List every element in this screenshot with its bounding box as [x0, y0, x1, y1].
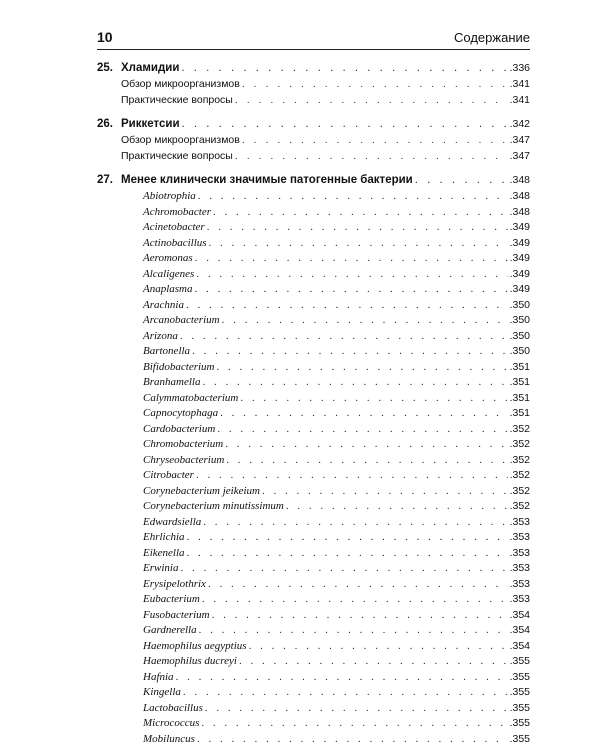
- organism-entry[interactable]: [97, 189, 530, 205]
- organism-entry[interactable]: [97, 639, 530, 655]
- page-ref: .351: [509, 391, 530, 404]
- organism-entry[interactable]: [97, 453, 530, 469]
- organism-entry[interactable]: [97, 282, 530, 298]
- organism-entry[interactable]: [97, 701, 530, 717]
- section-title: Обзор микроорганизмов: [121, 134, 240, 146]
- page-ref: .350: [509, 314, 530, 326]
- organism-name: Aeromonas: [143, 252, 193, 264]
- dot-leader: [242, 77, 508, 93]
- dot-leader: [213, 205, 508, 221]
- organism-entry[interactable]: [97, 623, 530, 639]
- organism-entry[interactable]: [97, 484, 530, 500]
- section-title: Практические вопросы: [121, 149, 233, 162]
- dot-leader: [180, 329, 508, 345]
- page-ref: .349: [509, 252, 530, 264]
- chapter-entry[interactable]: [97, 60, 530, 77]
- organism-entry[interactable]: [97, 422, 530, 438]
- chapter-title: Риккетсии: [121, 118, 180, 130]
- page-ref: .353: [509, 515, 530, 528]
- dot-leader: [187, 546, 508, 562]
- page-ref: .349: [509, 236, 530, 249]
- dot-leader: [195, 282, 508, 298]
- organism-entry[interactable]: [97, 236, 530, 252]
- organism-name: Erysipelothrix: [143, 577, 206, 590]
- organism-name: Eubacterium: [143, 593, 200, 605]
- dot-leader: [176, 670, 508, 686]
- dot-leader: [240, 391, 507, 407]
- organism-entry[interactable]: [97, 654, 530, 670]
- organism-name: Acinetobacter: [143, 221, 205, 233]
- section-entry[interactable]: [97, 93, 530, 109]
- dot-leader: [220, 406, 507, 422]
- organism-name: Ehrlichia: [143, 531, 185, 543]
- dot-leader: [249, 639, 508, 655]
- chapter-entry[interactable]: [97, 172, 530, 189]
- dot-leader: [415, 172, 508, 189]
- organism-name: Branhamella: [143, 376, 201, 388]
- organism-entry[interactable]: [97, 329, 530, 345]
- organism-name: Haemophilus aegyptius: [143, 639, 247, 652]
- organism-name: Hafnia: [143, 670, 174, 683]
- organism-entry[interactable]: [97, 499, 530, 515]
- dot-leader: [222, 313, 508, 329]
- dot-leader: [286, 499, 508, 515]
- dot-leader: [192, 344, 508, 360]
- chapter-title: Менее клинически значимые патогенные бактерии: [121, 174, 413, 186]
- running-title: Содержание: [454, 30, 530, 45]
- organism-entry[interactable]: [97, 360, 530, 376]
- organism-name: Haemophilus ducreyi: [143, 655, 237, 667]
- organism-entry[interactable]: [97, 530, 530, 546]
- organism-name: Capnocytophaga: [143, 407, 219, 419]
- organism-entry[interactable]: [97, 220, 530, 236]
- section-title: Практические вопросы: [121, 93, 233, 106]
- organism-entry[interactable]: [97, 313, 530, 329]
- dot-leader: [205, 701, 508, 717]
- page-ref: .350: [509, 329, 530, 342]
- organism-name: Chromobacterium: [143, 438, 224, 450]
- organism-entry[interactable]: [97, 468, 530, 484]
- organism-name: Lactobacillus: [143, 701, 203, 714]
- page-ref: .355: [509, 732, 530, 745]
- page-ref: .341: [509, 93, 530, 106]
- dot-leader: [186, 298, 508, 314]
- organism-name: Erwinia: [143, 562, 179, 574]
- page-ref: .353: [509, 562, 530, 574]
- dot-leader: [199, 623, 508, 639]
- dot-leader: [187, 530, 508, 546]
- dot-leader: [203, 515, 507, 531]
- dot-leader: [242, 133, 508, 149]
- chapter-number: 27.: [97, 174, 113, 186]
- page-ref: .347: [509, 149, 530, 162]
- page-header: [97, 27, 530, 50]
- organism-name: Arcanobacterium: [143, 314, 220, 326]
- organism-entry[interactable]: [97, 592, 530, 608]
- table-of-contents: [97, 60, 530, 755]
- organism-entry[interactable]: [97, 608, 530, 624]
- dot-leader: [217, 360, 508, 376]
- organism-name: Fusobacterium: [143, 608, 210, 621]
- page-ref: .341: [509, 78, 530, 90]
- dot-leader: [202, 375, 507, 391]
- dot-leader: [180, 561, 507, 577]
- section-title: Обзор микроорганизмов: [121, 78, 240, 90]
- page-ref: .354: [509, 639, 530, 652]
- page-ref: .355: [509, 717, 530, 729]
- organism-entry[interactable]: [97, 716, 530, 732]
- page-number: 10: [97, 29, 113, 45]
- page-ref: .349: [509, 221, 530, 233]
- page-ref: .355: [509, 655, 530, 667]
- dot-leader: [212, 608, 508, 624]
- chapter-block: [97, 116, 530, 164]
- organism-entry[interactable]: [97, 375, 530, 391]
- organism-entry[interactable]: [97, 437, 530, 453]
- dot-leader: [235, 93, 508, 109]
- page-ref: .352: [509, 469, 530, 481]
- organism-entry[interactable]: [97, 577, 530, 593]
- organism-name: Corynebacterium jeikeium: [143, 484, 260, 497]
- dot-leader: [196, 267, 507, 283]
- page-ref: .349: [509, 267, 530, 280]
- chapter-entry[interactable]: [97, 116, 530, 133]
- dot-leader: [181, 60, 507, 77]
- organism-entry[interactable]: [97, 732, 530, 748]
- page-ref: .353: [509, 593, 530, 605]
- organism-name: Anaplasma: [143, 283, 193, 295]
- organism-entry[interactable]: [97, 251, 530, 267]
- page-ref: .353: [509, 577, 530, 590]
- organism-entry[interactable]: [97, 298, 530, 314]
- dot-leader: [208, 577, 508, 593]
- chapter-title: Хламидии: [121, 62, 180, 74]
- page-ref: .350: [509, 345, 530, 357]
- page-ref: .348: [509, 205, 530, 218]
- section-entry[interactable]: [97, 149, 530, 165]
- dot-leader: [182, 116, 508, 133]
- organism-entry[interactable]: [97, 267, 530, 283]
- dot-leader: [207, 220, 508, 236]
- organism-entry[interactable]: [97, 406, 530, 422]
- page-ref: .352: [509, 484, 530, 497]
- page-ref: .352: [509, 438, 530, 450]
- page-ref: .351: [509, 407, 530, 419]
- organism-entry[interactable]: [97, 344, 530, 360]
- organism-name: Calymmatobacterium: [143, 391, 239, 404]
- organism-entry[interactable]: [97, 685, 530, 701]
- page-ref: .350: [509, 298, 530, 311]
- page-ref: .355: [509, 686, 530, 698]
- dot-leader: [198, 189, 508, 205]
- page-ref: .351: [509, 360, 530, 373]
- organism-entry[interactable]: [97, 391, 530, 407]
- page-ref: .352: [509, 422, 530, 435]
- section-entry[interactable]: [97, 77, 530, 93]
- organism-entry[interactable]: [97, 546, 530, 562]
- chapter-block: [97, 172, 530, 747]
- organism-entry[interactable]: [97, 561, 530, 577]
- page-ref: .342: [509, 118, 530, 130]
- page-ref: .348: [509, 190, 530, 202]
- dot-leader: [196, 468, 508, 484]
- page-ref: .355: [509, 701, 530, 714]
- page-ref: .351: [509, 376, 530, 388]
- organism-name: Mobiluncus: [143, 732, 195, 745]
- section-entry[interactable]: [97, 133, 530, 149]
- page-ref: .336: [509, 62, 530, 74]
- dot-leader: [226, 453, 507, 469]
- organism-name: Abiotrophia: [143, 190, 196, 202]
- dot-leader: [235, 149, 508, 165]
- organism-name: Alcaligenes: [143, 267, 195, 280]
- page-ref: .349: [509, 283, 530, 295]
- organism-name: Eikenella: [143, 546, 185, 559]
- page-ref: .354: [509, 608, 530, 621]
- dot-leader: [195, 251, 508, 267]
- page-ref: .354: [509, 624, 530, 636]
- chapter-number: 25.: [97, 62, 113, 74]
- dot-leader: [197, 732, 508, 748]
- page-ref: .352: [509, 453, 530, 466]
- page-ref: .352: [509, 500, 530, 512]
- dot-leader: [209, 236, 508, 252]
- organism-name: Arachnia: [143, 298, 184, 311]
- organism-name: Corynebacterium minutissimum: [143, 500, 284, 512]
- page-ref: .347: [509, 134, 530, 146]
- dot-leader: [239, 654, 508, 670]
- dot-leader: [183, 685, 508, 701]
- organism-name: Edwardsiella: [143, 515, 202, 528]
- organism-name: Bartonella: [143, 345, 191, 357]
- organism-name: Bifidobacterium: [143, 360, 215, 373]
- organism-entry[interactable]: [97, 515, 530, 531]
- page-ref: .353: [509, 546, 530, 559]
- chapter-number: 26.: [97, 118, 113, 130]
- organism-name: Arizona: [143, 329, 178, 342]
- organism-entry[interactable]: [97, 205, 530, 221]
- organism-name: Achromobacter: [143, 205, 212, 218]
- organism-name: Micrococcus: [143, 717, 200, 729]
- organism-name: Cardobacterium: [143, 422, 216, 435]
- organism-name: Kingella: [143, 686, 181, 698]
- dot-leader: [201, 716, 507, 732]
- organism-name: Chryseobacterium: [143, 453, 225, 466]
- page-ref: .353: [509, 531, 530, 543]
- dot-leader: [262, 484, 508, 500]
- dot-leader: [202, 592, 508, 608]
- organism-entry[interactable]: [97, 670, 530, 686]
- page-ref: .355: [509, 670, 530, 683]
- chapter-block: [97, 60, 530, 108]
- dot-leader: [217, 422, 507, 438]
- dot-leader: [225, 437, 507, 453]
- organism-name: Gardnerella: [143, 624, 197, 636]
- organism-name: Actinobacillus: [143, 236, 207, 249]
- page-ref: .348: [509, 174, 530, 186]
- organism-name: Citrobacter: [143, 469, 194, 481]
